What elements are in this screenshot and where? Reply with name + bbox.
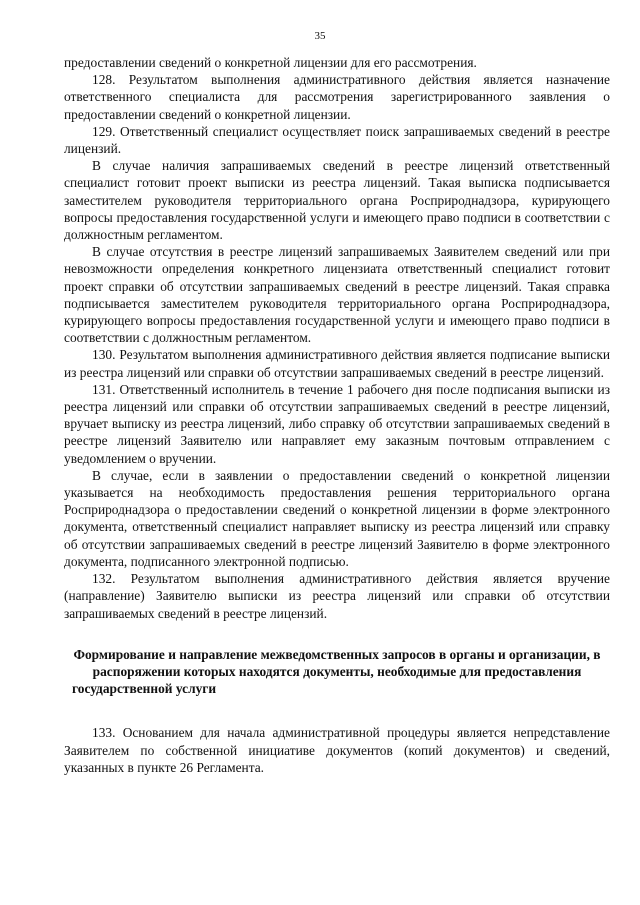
paragraph-129: 129. Ответственный специалист осуществляет поиск запрашиваемых сведений в реестре лицензий. (64, 123, 610, 157)
paragraph-continuation: предоставлении сведений о конкретной лицензии для его рассмотрения. (64, 55, 477, 70)
paragraph-128: 128. Результатом выполнения административного действия является назначение ответственного специалиста для рассмотрения зарегистрированного заявления о предоставлении сведений о конкретной лицензии. (64, 72, 610, 122)
paragraph-129-not-found: В случае отсутствия в реестре лицензий запрашиваемых Заявителем сведений или при невозможности определения конкретного лицензиата ответственный специалист готовит проект справки об отсутствии запрашиваемых сведений в реестре лицензий. Такая справка подписывается заместителем руководителя территориального органа Росприроднадзора, курирующего вопросы предоставления государственной услуги и имеющего право подписи в соответствии с должностным регламентом. (64, 244, 610, 346)
paragraph-131: 131. Ответственный исполнитель в течение 1 рабочего дня после подписания выписки из реестра лицензий или справки об отсутствии запрашиваемых сведений в реестре лицензий, вручает выписку из реестра лицензий, либо справку об отсутствии запрашиваемых сведений в реестре лицензий Заявителю или направляет ему заказным почтовым отправлением с уведомлением о вручении. (64, 381, 610, 466)
document-body (64, 54, 610, 776)
section-heading (64, 646, 610, 698)
paragraph-129-found: В случае наличия запрашиваемых сведений в реестре лицензий ответственный специалист готовит проект выписки из реестра лицензий. Такая выписка подписывается заместителем руководителя территориального органа Росприроднадзора, курирующего вопросы предоставления государственной услуги и имеющего право подписи в соответствии с должностным регламентом. (64, 158, 610, 243)
paragraph-131-electronic: В случае, если в заявлении о предоставлении сведений о конкретной лицензии указывается на необходимость предоставления решения территориального органа Росприроднадзора о предоставлении сведений о конкретной лицензии в форме электронного документа, ответственный специалист направляет выписку из реестра лицензий или справку об отсутствии запрашиваемых сведений в реестре лицензий Заявителю в форме электронного документа, подписанного электронной подписью. (64, 467, 610, 569)
section-heading-text: Формирование и направление межведомственных запросов в органы и организации, в распоряжении которых находятся документы, необходимые для предоставления государственной услуги (72, 646, 601, 697)
page-number: 35 (314, 30, 326, 42)
paragraph-132: 132. Результатом выполнения административного действия является вручение (направление) Заявителю выписки из реестра лицензий или справки об отсутствии запрашиваемых сведений в реестре лицензий. (64, 571, 610, 621)
paragraph-130: 130. Результатом выполнения административного действия является подписание выписки из реестра лицензий или справки об отсутствии запрашиваемых сведений в реестре лицензий. (64, 347, 610, 380)
paragraph-133: 133. Основанием для начала административной процедуры является непредставление Заявителем по собственной инициативе документов (копий документов) и сведений, указанных в пункте 26 Регламента. (64, 725, 610, 775)
